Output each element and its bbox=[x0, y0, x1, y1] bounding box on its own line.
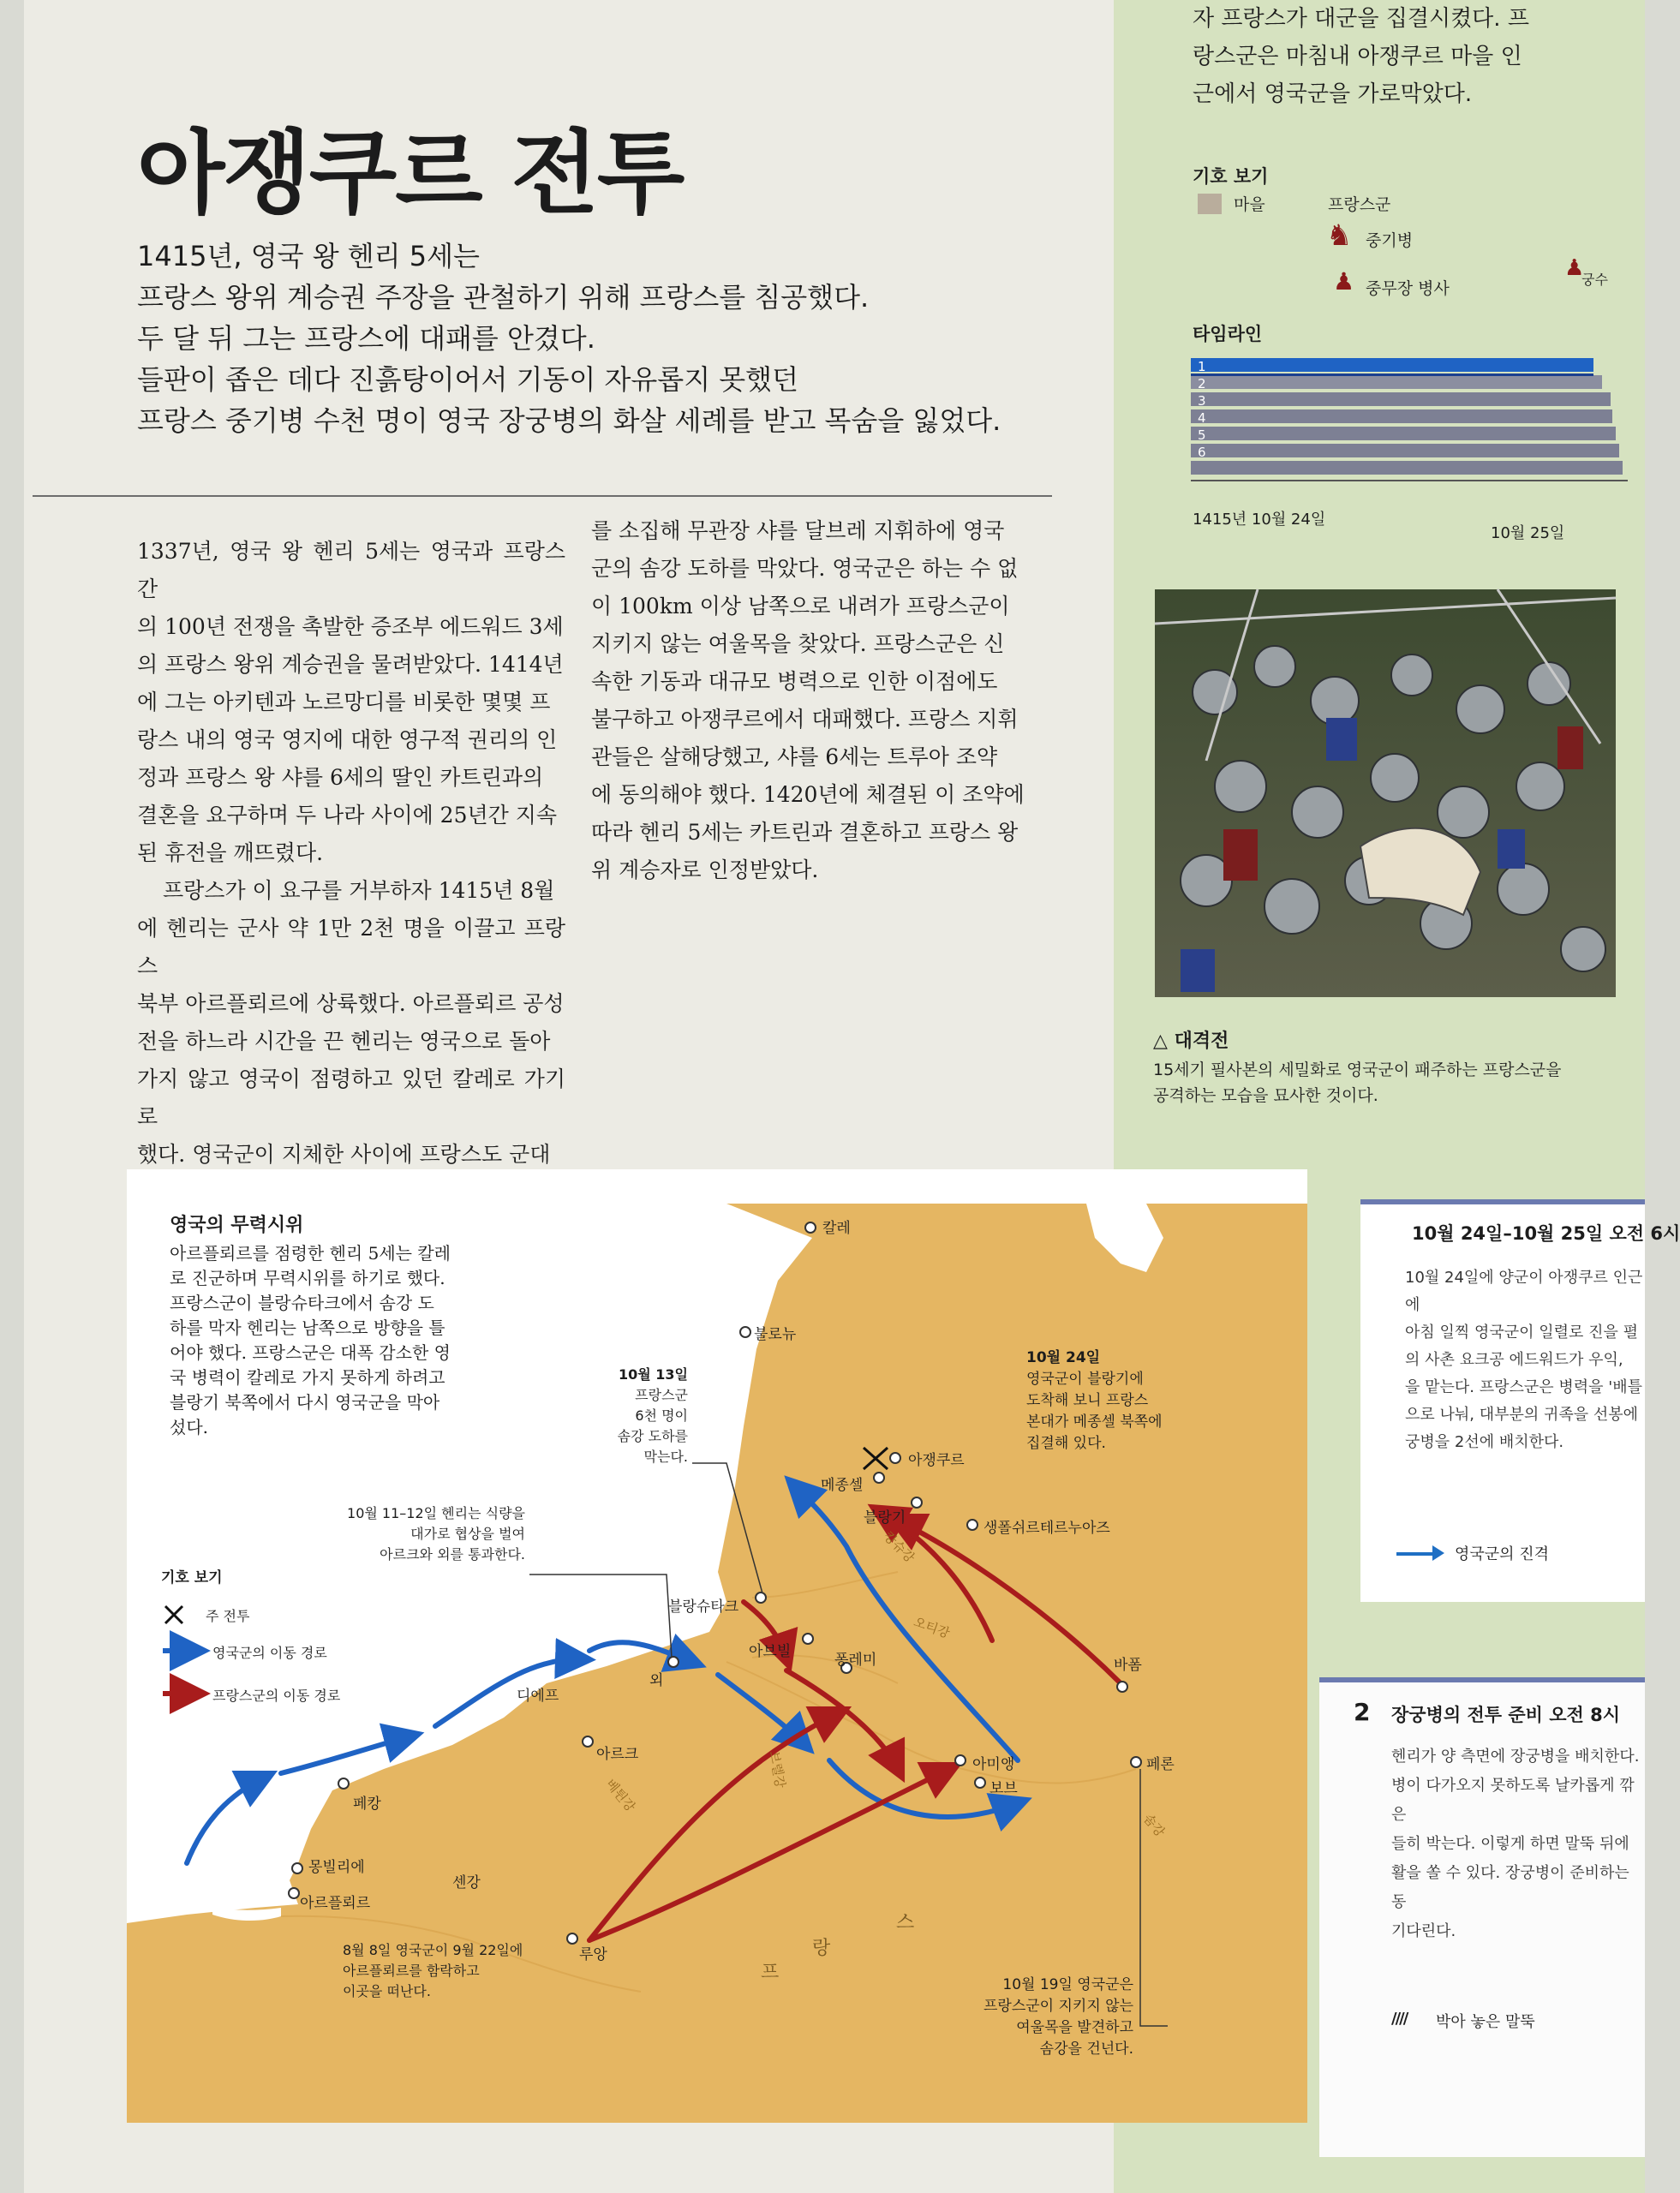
body-line: 에 헨리는 군사 약 1만 2천 명을 이끌고 프랑스 bbox=[137, 916, 565, 978]
river-label: 브렐강 bbox=[766, 1749, 788, 1790]
town-blanchetaque bbox=[756, 1592, 766, 1603]
photo-caption-line: 공격하는 모습을 묘사한 것이다. bbox=[1153, 1086, 1378, 1105]
panel-line: 들히 박는다. 이렇게 하면 말뚝 뒤에 bbox=[1391, 1835, 1629, 1853]
body-line: 에 그는 아키텐과 노르망디를 비롯한 몇몇 프 bbox=[137, 690, 551, 714]
timeline-number: 6 bbox=[1198, 445, 1206, 460]
annotation-oct19 bbox=[906, 1975, 1133, 2060]
cavalry-icon: ♞ bbox=[1326, 218, 1353, 253]
annotation-line: 6천 명이 bbox=[635, 1407, 688, 1424]
town-bapaume bbox=[1117, 1682, 1127, 1692]
legend-french-label: 프랑스군 bbox=[1328, 195, 1391, 214]
panel-2 bbox=[1319, 1677, 1645, 2157]
annotation-line: 10월 19일 영국군은 bbox=[1002, 1976, 1133, 1993]
panel-line: 병이 다가오지 못하도록 날카롭게 깎은 bbox=[1391, 1777, 1635, 1824]
timeline-bar bbox=[1191, 427, 1616, 440]
place-label: 칼레 bbox=[822, 1220, 851, 1237]
river-label: 솜강 bbox=[1139, 1810, 1169, 1840]
arrowhead-icon bbox=[1432, 1545, 1444, 1561]
town-fecamp bbox=[338, 1778, 349, 1789]
body-line: 불구하고 아쟁쿠르에서 대패했다. 프랑스 지휘 bbox=[591, 707, 1019, 732]
place-label: 아르크 bbox=[596, 1746, 639, 1763]
timeline-number: 3 bbox=[1198, 393, 1206, 409]
annotation-line: 솜강 도하를 bbox=[617, 1428, 688, 1444]
river-label: 센강 bbox=[452, 1874, 481, 1891]
country-label: 스 bbox=[896, 1912, 915, 1933]
map-desc-line: 국 병력이 칼레로 가지 못하게 하려고 bbox=[170, 1367, 445, 1388]
map-desc-line: 하를 막자 헨리는 남쪽으로 방향을 틀 bbox=[170, 1318, 445, 1338]
sidebar-line: 랑스군은 마침내 아쟁쿠르 마을 인 bbox=[1193, 44, 1522, 69]
timeline-number: 2 bbox=[1198, 376, 1206, 391]
annotation-line: 솜강을 건넌다. bbox=[1039, 2041, 1133, 2058]
sidebar-line: 근에서 영국군을 가로막았다. bbox=[1193, 81, 1473, 107]
map-desc-line: 어야 했다. 프랑스군은 대폭 감소한 영 bbox=[170, 1342, 451, 1363]
timeline-title: 타임라인 bbox=[1193, 324, 1263, 344]
body-line: 속한 기동과 대규모 병력으로 인한 이점에도 bbox=[591, 669, 998, 694]
panel-1 bbox=[1360, 1199, 1680, 1602]
sidebar-line: 자 프랑스가 대군을 집결시켰다. 프 bbox=[1193, 6, 1529, 32]
panel-line: 의 사촌 요크공 에드워드가 우익, bbox=[1405, 1351, 1623, 1369]
body-column-1 bbox=[137, 533, 565, 1174]
panel-2-number: 2 bbox=[1354, 1698, 1371, 1726]
annotation-line: 도착해 보니 프랑스 bbox=[1026, 1392, 1149, 1409]
annotation-line: 막는다. bbox=[643, 1449, 688, 1465]
panel-line: 으로 나눠, 대부분의 귀족을 선봉에 bbox=[1405, 1406, 1639, 1424]
annotation-line: 이곳을 떠난다. bbox=[343, 1983, 431, 1999]
place-label: 생폴쉬르테르누아즈 bbox=[983, 1520, 1110, 1537]
battle-painting-image bbox=[1155, 589, 1616, 997]
town-amiens bbox=[955, 1755, 966, 1766]
page-title: 아쟁쿠르 전투 bbox=[137, 121, 684, 226]
place-label: 퐁레미 bbox=[834, 1652, 877, 1669]
legend-village-label: 마을 bbox=[1234, 195, 1265, 214]
annotation-oct13 bbox=[572, 1365, 688, 1467]
panel-rule bbox=[1319, 1677, 1645, 1682]
panel-line: 기다린다. bbox=[1391, 1922, 1456, 1940]
town-blangy bbox=[912, 1497, 922, 1508]
legend-cavalry-label: 중기병 bbox=[1366, 231, 1414, 250]
panel-1-text bbox=[1405, 1264, 1645, 1456]
map-desc-line: 로 진군하며 무력시위를 하기로 했다. bbox=[170, 1268, 445, 1288]
annotation-line: 대가로 협상을 벌여 bbox=[410, 1526, 525, 1542]
body-line: 에 동의해야 했다. 1420년에 체결된 이 조약에 bbox=[591, 782, 1025, 807]
stakes-icon: //// bbox=[1391, 2010, 1408, 2028]
town-peronne bbox=[1131, 1757, 1141, 1767]
town-maisoncelle bbox=[874, 1473, 884, 1483]
place-label: 디에프 bbox=[517, 1688, 559, 1705]
place-label: 페론 bbox=[1146, 1756, 1175, 1773]
town-calais bbox=[805, 1222, 816, 1233]
legend-men-label: 중무장 병사 bbox=[1366, 279, 1450, 298]
manuscript-miniature bbox=[1155, 589, 1616, 997]
river-label: 베튄강 bbox=[602, 1776, 639, 1815]
timeline-number: 4 bbox=[1198, 410, 1206, 426]
panel-1-legend: 영국군의 진격 bbox=[1455, 1545, 1550, 1563]
body-line: 된 휴전을 깨뜨렸다. bbox=[137, 840, 324, 865]
soldier-icon: ♟ bbox=[1333, 267, 1355, 296]
panel-2-legend: 박아 놓은 말뚝 bbox=[1436, 2013, 1535, 2031]
english-advance-arrow-icon bbox=[1396, 1552, 1436, 1556]
body-line: 했다. 영국군이 지체한 사이에 프랑스도 군대 bbox=[137, 1142, 551, 1167]
body-line: 의 100년 전쟁을 촉발한 증조부 에드워드 3세 bbox=[137, 614, 564, 639]
body-line: 의 프랑스 왕위 계승권을 물려받았다. 1414년 bbox=[137, 652, 564, 677]
map-legend-french: 프랑스군의 이동 경로 bbox=[212, 1688, 341, 1704]
legend-archer-label: 궁수 bbox=[1581, 272, 1608, 288]
annotation-line: 프랑스군 bbox=[635, 1387, 688, 1403]
timeline-bar bbox=[1191, 375, 1602, 389]
sidebar-text bbox=[1193, 0, 1544, 113]
river-label: 오티강 bbox=[912, 1614, 953, 1641]
timeline-bar bbox=[1191, 461, 1623, 475]
campaign-map bbox=[127, 1169, 1307, 2123]
body-line: 지키지 않는 여울목을 찾았다. 프랑스군은 신 bbox=[591, 631, 1005, 656]
place-label: 보브 bbox=[989, 1780, 1018, 1797]
place-label: 외 bbox=[649, 1672, 664, 1689]
place-label: 아미앵 bbox=[972, 1756, 1015, 1773]
town-eu bbox=[668, 1657, 679, 1667]
body-column-2 bbox=[591, 512, 1054, 889]
body-line: 이 100km 이상 남쪽으로 내려가 프랑스군이 bbox=[591, 594, 1010, 618]
body-line: 전을 하느라 시간을 끈 헨리는 영국으로 돌아 bbox=[137, 1029, 551, 1054]
place-label: 불로뉴 bbox=[754, 1326, 797, 1343]
annotation-line: 여울목을 발견하고 bbox=[1016, 2019, 1133, 2036]
annotation-line: 10월 11–12일 헨리는 식량을 bbox=[347, 1505, 525, 1521]
photo-caption-line: 15세기 필사본의 세밀화로 영국군이 패주하는 프랑스군을 bbox=[1153, 1061, 1562, 1079]
annotation-line: 10월 13일 bbox=[618, 1366, 688, 1383]
panel-rule bbox=[1360, 1199, 1645, 1204]
body-line: 북부 아르플뢰르에 상륙했다. 아르플뢰르 공성 bbox=[137, 991, 565, 1016]
place-label: 아브빌 bbox=[749, 1643, 792, 1660]
sidebar-legend-title: 기호 보기 bbox=[1193, 166, 1269, 187]
place-label: 아쟁쿠르 bbox=[908, 1452, 965, 1469]
intro-line: 들판이 좁은 데다 진흙탕이어서 기동이 자유롭지 못했던 bbox=[137, 363, 799, 396]
town-agincourt bbox=[890, 1453, 900, 1463]
annotation-aug8 bbox=[343, 1940, 600, 2002]
panel-line: 헨리가 양 측면에 장궁병을 배치한다. bbox=[1391, 1748, 1640, 1766]
town-arques bbox=[583, 1736, 593, 1747]
timeline-end-label: 10월 25일 bbox=[1491, 524, 1565, 542]
annotation-line: 본대가 메종셀 북쪽에 bbox=[1026, 1413, 1163, 1431]
archer-icon: ♟ bbox=[1564, 255, 1585, 281]
map-desc-line: 프랑스군이 블랑슈타크에서 솜강 도 bbox=[170, 1293, 434, 1313]
timeline-bar bbox=[1191, 444, 1619, 457]
photo-caption bbox=[1153, 1057, 1562, 1108]
village-swatch bbox=[1198, 194, 1222, 214]
town-harfleur bbox=[289, 1888, 299, 1898]
place-label: 몽빌리에 bbox=[308, 1859, 365, 1876]
place-label: 루앙 bbox=[579, 1946, 607, 1963]
body-line: 를 소집해 무관장 샤를 달브레 지휘하에 영국 bbox=[591, 518, 1005, 543]
intro-line: 프랑스 왕위 계승권 주장을 관철하기 위해 프랑스를 침공했다. bbox=[137, 281, 870, 314]
body-line: 관들은 살해당했고, 샤를 6세는 트루아 조약 bbox=[591, 744, 998, 769]
map-desc-line: 아르플뢰르를 점령한 헨리 5세는 칼레 bbox=[170, 1243, 451, 1264]
map-legend-title: 기호 보기 bbox=[161, 1569, 223, 1586]
body-line: 랑스 내의 영국 영지에 대한 영구적 권리의 인 bbox=[137, 727, 558, 752]
annotation-line: 프랑스군이 지키지 않는 bbox=[983, 1998, 1133, 2015]
photo-caption-title: △ 대격전 bbox=[1153, 1031, 1229, 1052]
map-legend-battle: 주 전투 bbox=[206, 1608, 250, 1624]
timeline-axis bbox=[1191, 480, 1628, 481]
town-boves bbox=[975, 1778, 985, 1788]
place-label: 페캉 bbox=[353, 1796, 381, 1813]
town-abbeville bbox=[803, 1634, 813, 1644]
annotation-line: 집결해 있다. bbox=[1026, 1435, 1106, 1452]
body-line: 결혼을 요구하며 두 나라 사이에 25년간 지속 bbox=[137, 803, 558, 828]
annotation-line: 10월 24일 bbox=[1026, 1349, 1101, 1366]
place-label: 블랑슈타크 bbox=[668, 1598, 739, 1616]
map-legend-english: 영국군의 이동 경로 bbox=[212, 1645, 327, 1661]
place-label: 메종셀 bbox=[821, 1477, 864, 1494]
annotation-oct11 bbox=[311, 1503, 525, 1565]
body-line: 정과 프랑스 왕 샤를 6세의 딸인 카트린과의 bbox=[137, 765, 544, 790]
map-desc-line: 섰다. bbox=[170, 1417, 208, 1437]
panel-line: 궁병을 2선에 배치한다. bbox=[1405, 1433, 1564, 1451]
country-label: 랑 bbox=[812, 1938, 831, 1959]
body-line: 1337년, 영국 왕 헨리 5세는 영국과 프랑스 간 bbox=[137, 539, 565, 601]
timeline-number: 1 bbox=[1198, 359, 1206, 374]
intro-line: 두 달 뒤 그는 프랑스에 대패를 안겼다. bbox=[137, 322, 595, 355]
country-label: 프 bbox=[761, 1962, 780, 1983]
panel-line: 활을 쏠 수 있다. 장궁병이 준비하는 동 bbox=[1391, 1864, 1629, 1911]
body-line: 가지 않고 영국이 점령하고 있던 칼레로 가기로 bbox=[137, 1067, 565, 1129]
timeline-bar bbox=[1191, 358, 1593, 372]
place-label: 블랑기 bbox=[864, 1509, 906, 1527]
place-label: 바폼 bbox=[1114, 1657, 1142, 1674]
panel-2-heading: 장궁병의 전투 준비 오전 8시 bbox=[1391, 1705, 1621, 1725]
town-boulogne bbox=[740, 1327, 750, 1337]
map-description bbox=[170, 1241, 495, 1440]
annotation-line: 8월 8일 영국군이 9월 22일에 bbox=[343, 1942, 523, 1958]
annotation-line: 아르크와 외를 통과한다. bbox=[380, 1546, 525, 1563]
panel-line: 아침 일찍 영국군이 일렬로 진을 펼 bbox=[1405, 1324, 1639, 1341]
intro-line: 1415년, 영국 왕 헨리 5세는 bbox=[137, 240, 480, 272]
timeline-number: 5 bbox=[1198, 427, 1206, 443]
body-line: 프랑스가 이 요구를 거부하자 1415년 8월 bbox=[163, 878, 555, 903]
panel-line: 을 맡는다. 프랑스군은 병력을 '배틀 bbox=[1405, 1378, 1642, 1396]
map-title: 영국의 무력시위 bbox=[170, 1215, 304, 1236]
panel-2-text bbox=[1391, 1742, 1640, 1946]
body-line: 위 계승자로 인정받았다. bbox=[591, 857, 819, 882]
body-line: 따라 헨리 5세는 카트린과 결혼하고 프랑스 왕 bbox=[591, 820, 1019, 845]
place-label: 아르플뢰르 bbox=[300, 1895, 371, 1912]
panel-1-heading: 10월 24일–10월 25일 오전 6시 bbox=[1412, 1223, 1680, 1244]
town-montivilliers bbox=[292, 1863, 302, 1873]
timeline-bar bbox=[1191, 409, 1612, 423]
timeline-progress bbox=[1191, 373, 1593, 376]
body-line: 군의 솜강 도하를 막았다. 영국군은 하는 수 없 bbox=[591, 556, 1019, 581]
intro-line: 프랑스 중기병 수천 명이 영국 장궁병의 화살 세례를 받고 목숨을 잃었다. bbox=[137, 404, 1001, 437]
map-desc-line: 블랑기 북쪽에서 다시 영국군을 막아 bbox=[170, 1392, 440, 1413]
timeline-bar bbox=[1191, 392, 1611, 406]
intro-paragraph bbox=[137, 236, 1062, 441]
annotation-line: 영국군이 블랑기에 bbox=[1026, 1371, 1144, 1388]
divider bbox=[33, 495, 1052, 497]
annotation-line: 아르플뢰르를 함락하고 bbox=[343, 1963, 480, 1979]
annotation-oct24 bbox=[1026, 1347, 1249, 1455]
town-stpol bbox=[967, 1520, 978, 1530]
timeline-start-label: 1415년 10월 24일 bbox=[1193, 511, 1326, 529]
panel-line: 10월 24일에 양군이 아쟁쿠르 인근에 bbox=[1405, 1269, 1643, 1314]
river-label: 캉슈강 bbox=[880, 1528, 918, 1566]
